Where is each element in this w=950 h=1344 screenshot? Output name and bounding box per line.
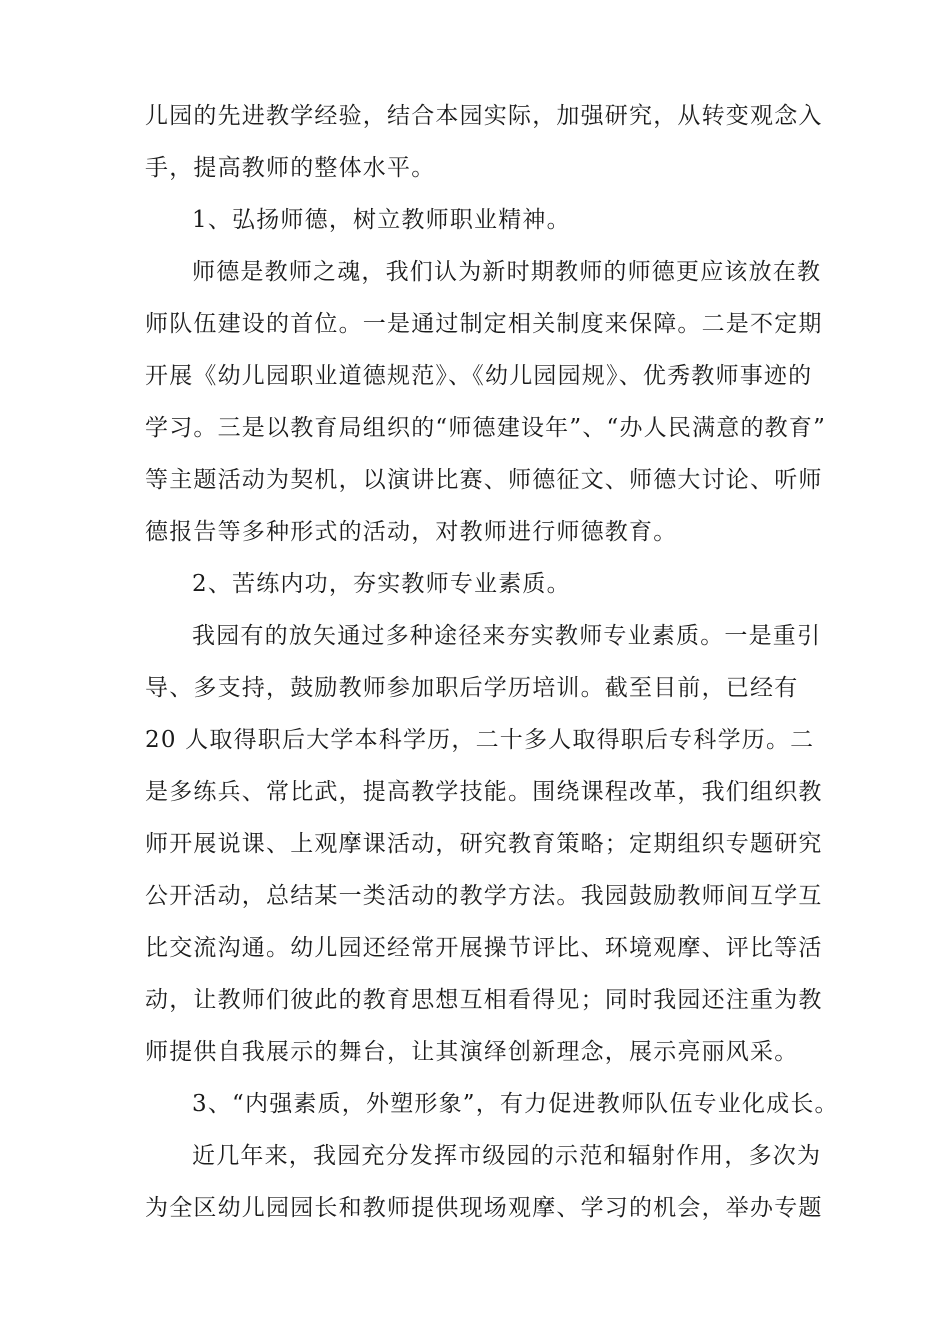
text-line: 手，提高教师的整体水平。 — [145, 155, 436, 181]
section-heading-1: 1、弘扬师德，树立教师职业精神。 — [192, 207, 571, 233]
text-line: 导、多支持，鼓励教师参加职后学历培训。截至目前，已经有 — [145, 675, 799, 701]
paragraph-start: 师德是教师之魂，我们认为新时期教师的师德更应该放在教 — [192, 259, 822, 285]
text-line: 公开活动，总结某一类活动的教学方法。我园鼓励教师间互学互 — [145, 883, 823, 909]
text-line: 师开展说课、上观摩课活动，研究教育策略；定期组织专题研究 — [145, 831, 823, 857]
text-line: 师队伍建设的首位。一是通过制定相关制度来保障。二是不定期 — [145, 311, 823, 337]
paragraph-start: 近几年来，我园充分发挥市级园的示范和辐射作用，多次为 — [192, 1143, 822, 1169]
text-line: 是多练兵、常比武，提高教学技能。围绕课程改革，我们组织教 — [145, 779, 823, 805]
text-line: 比交流沟通。幼儿园还经常开展操节评比、环境观摩、评比等活 — [145, 935, 823, 961]
text-line: 20 人取得职后大学本科学历，二十多人取得职后专科学历。二 — [145, 727, 815, 753]
text-line: 开展《幼儿园职业道德规范》、《幼儿园园规》、优秀教师事迹的 — [145, 363, 813, 389]
text-line: 学习。三是以教育局组织的“师德建设年”、“办人民满意的教育” — [145, 415, 827, 441]
paragraph-start: 我园有的放矢通过多种途径来夯实教师专业素质。一是重引 — [192, 623, 822, 649]
text-line: 德报告等多种形式的活动，对教师进行师德教育。 — [145, 519, 678, 545]
text-line: 儿园的先进教学经验，结合本园实际，加强研究，从转变观念入 — [145, 103, 823, 129]
section-heading-2: 2、苦练内功，夯实教师专业素质。 — [192, 571, 571, 597]
text-line: 师提供自我展示的舞台，让其演绎创新理念，展示亮丽风采。 — [145, 1039, 799, 1065]
section-heading-3: 3、“内强素质，外塑形象”，有力促进教师队伍专业化成长。 — [192, 1091, 839, 1117]
text-line: 动，让教师们彼此的教育思想互相看得见；同时我园还注重为教 — [145, 987, 823, 1013]
text-line: 为全区幼儿园园长和教师提供现场观摩、学习的机会，举办专题 — [145, 1195, 823, 1221]
text-line: 等主题活动为契机，以演讲比赛、师德征文、师德大讨论、听师 — [145, 467, 823, 493]
